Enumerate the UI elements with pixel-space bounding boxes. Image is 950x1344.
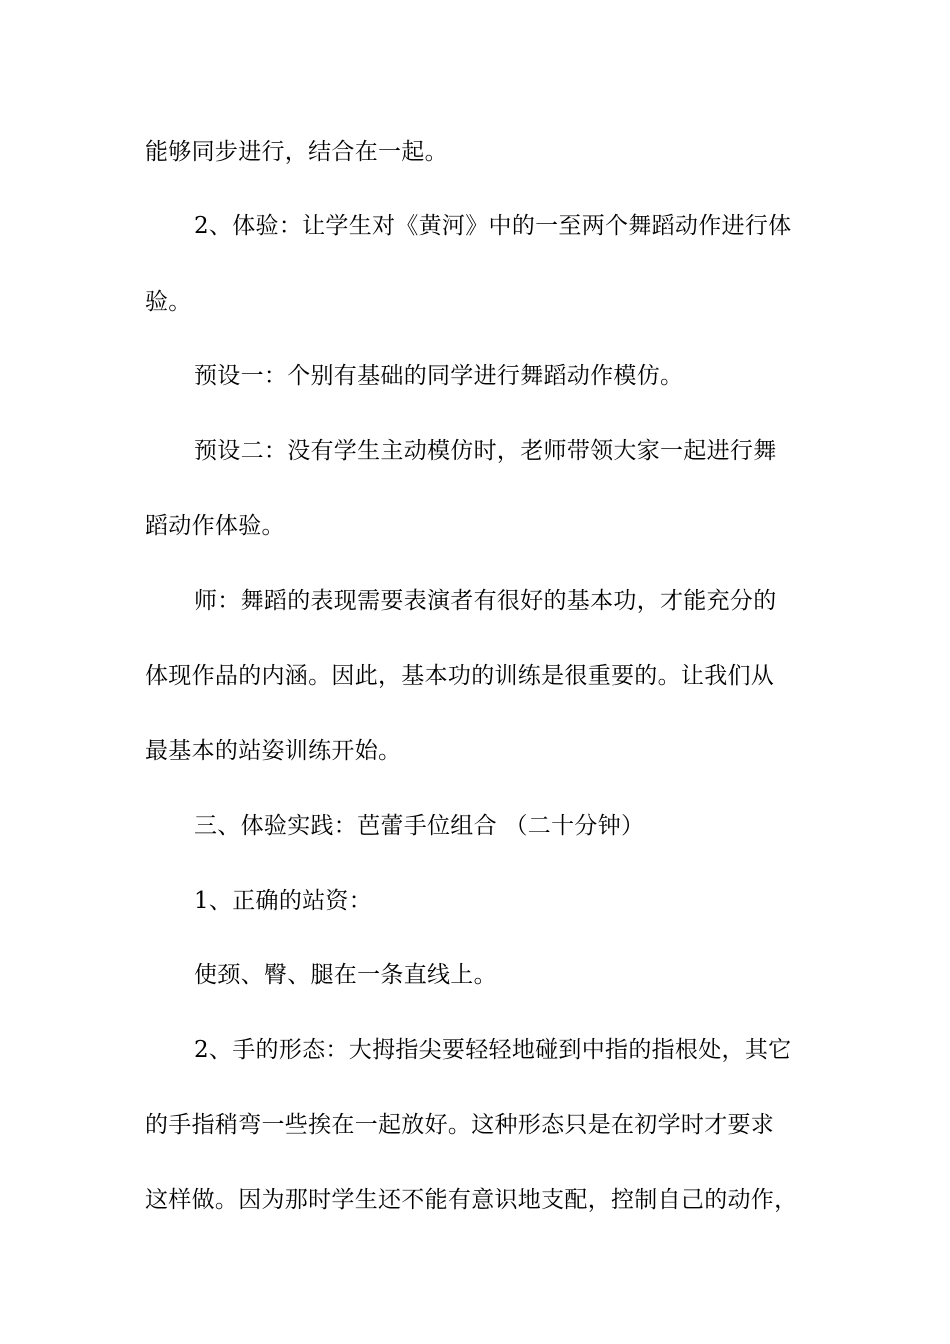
text-line: 师：舞蹈的表现需要表演者有很好的基本功，才能充分的	[194, 588, 777, 614]
text-line: 预设一：个别有基础的同学进行舞蹈动作模仿。	[194, 363, 684, 389]
text-line: 的手指稍弯一些挨在一起放好。这种形态只是在初学时才要求	[145, 1112, 775, 1138]
text-line: 预设二：没有学生主动模仿时，老师带领大家一起进行舞	[194, 438, 777, 464]
text-line: 最基本的站姿训练开始。	[145, 738, 402, 764]
text-line: 验。	[145, 289, 192, 315]
text-line: 这样做。因为那时学生还不能有意识地支配，控制自己的动作，	[145, 1187, 798, 1213]
text-line: 能够同步进行，结合在一起。	[145, 139, 448, 165]
text-line: 使颈、臀、腿在一条直线上。	[194, 962, 497, 988]
text-line: 三、体验实践：芭蕾手位组合 （二十分钟）	[194, 813, 645, 839]
text-line: 2、手的形态：大拇指尖要轻轻地碰到中指的指根处，其它	[194, 1037, 792, 1063]
text-line: 2、体验：让学生对《黄河》中的一至两个舞蹈动作进行体	[194, 213, 792, 239]
text-line: 1、正确的站资：	[194, 888, 373, 914]
text-line: 体现作品的内涵。因此，基本功的训练是很重要的。让我们从	[145, 663, 775, 689]
text-line: 蹈动作体验。	[145, 513, 285, 539]
